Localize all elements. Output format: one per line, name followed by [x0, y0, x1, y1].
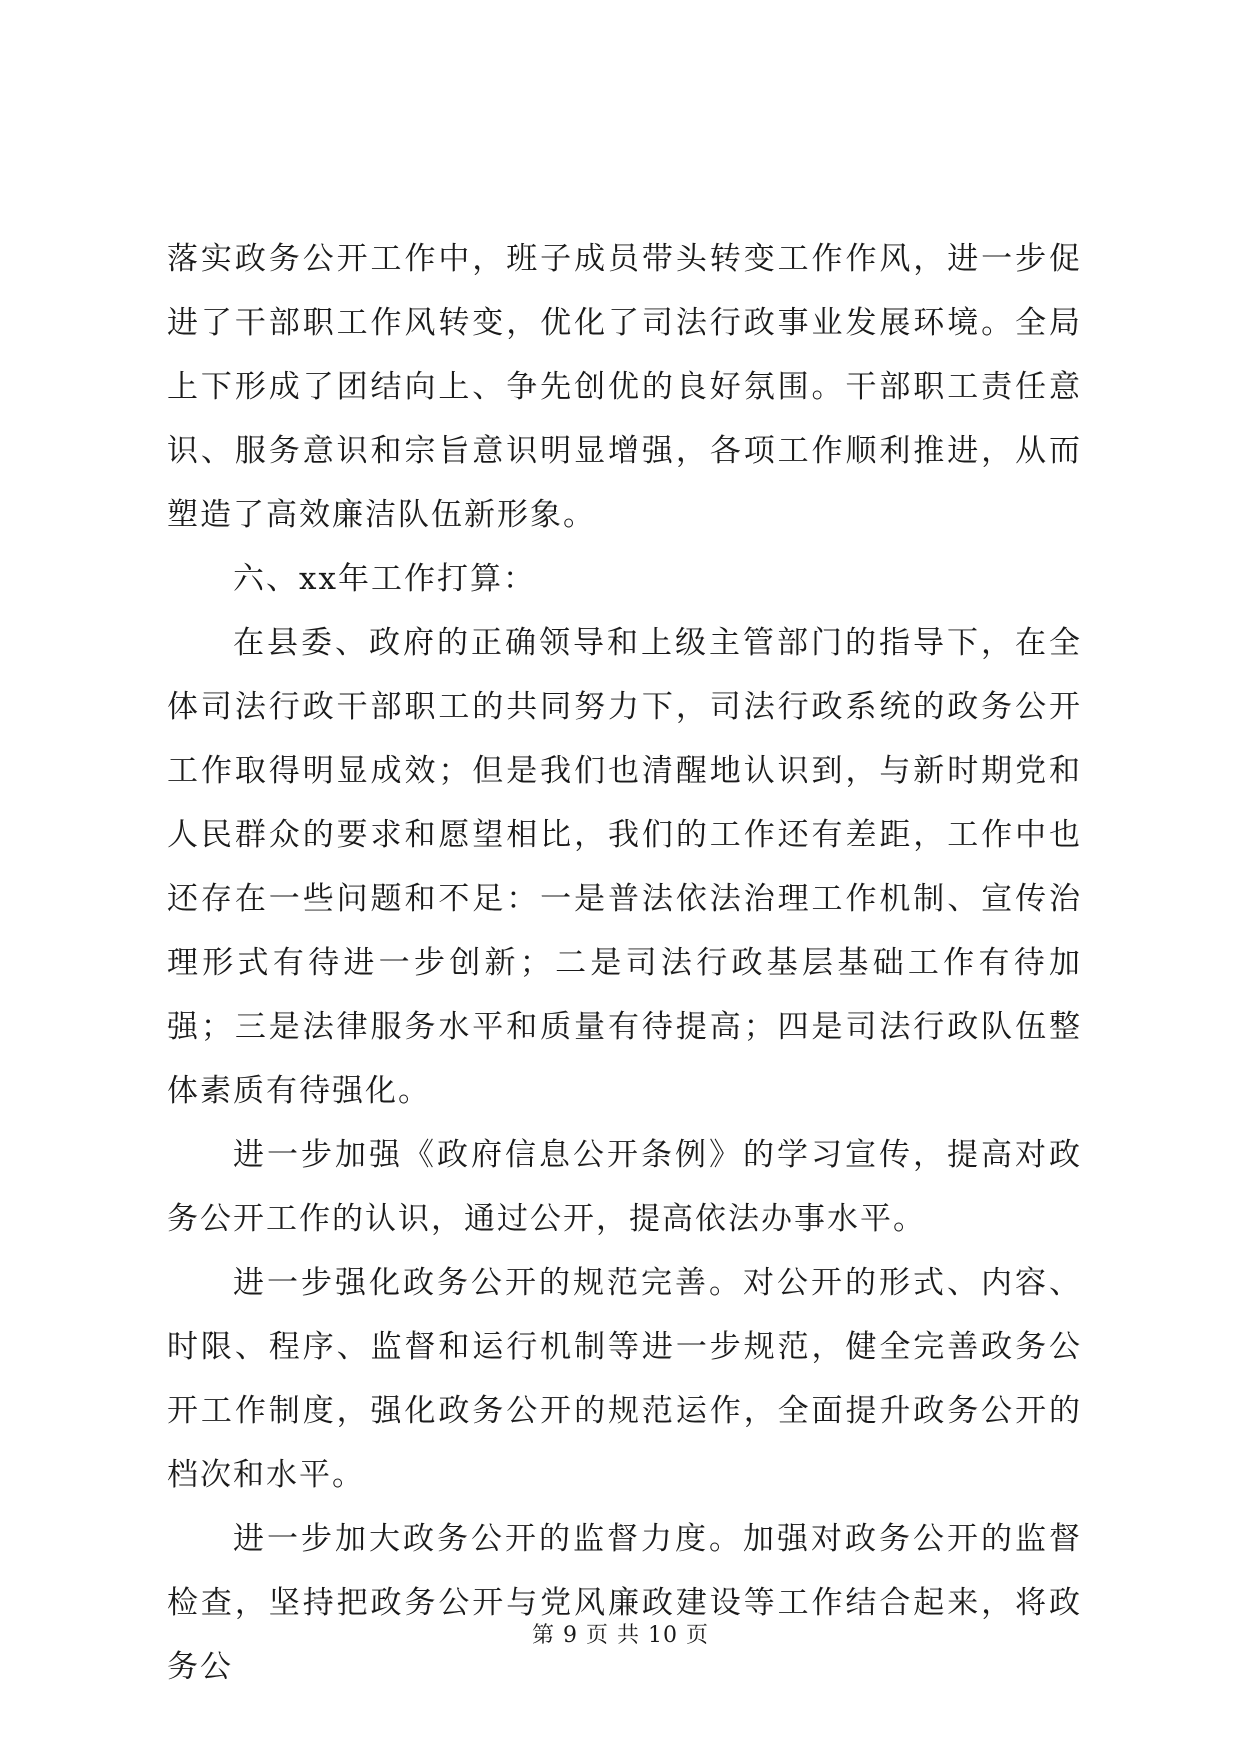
document-body [167, 227, 1082, 1699]
paragraph-3: 在县委、政府的正确领导和上级主管部门的指导下，在全体司法行政干部职工的共同努力下，司法行政系统的政务公开工作取得明显成效；但是我们也清醒地认识到，与新时期党和人民群众的要求和愿望相比，我们的工作还有差距，工作中也还存在一些问题和不足：一是普法依法治理工作机制、宣传治理形式有待进一步创新；二是司法行政基层基础工作有待加强；三是法律服务水平和质量有待提高；四是司法行政队伍整体素质有待强化。 [167, 625, 1082, 1109]
paragraph-6: 进一步加大政务公开的监督力度。加强对政务公开的监督检查，坚持把政务公开与党风廉政建设等工作结合起来，将政务公 [167, 1521, 1082, 1685]
page-number-footer: 第 9 页 共 10 页 [532, 1623, 709, 1648]
section-heading: 六、xx年工作打算： [233, 561, 536, 597]
paragraph-4: 进一步加强《政府信息公开条例》的学习宣传，提高对政务公开工作的认识，通过公开，提高依法办事水平。 [167, 1137, 1082, 1237]
paragraph-5: 进一步强化政务公开的规范完善。对公开的形式、内容、时限、程序、监督和运行机制等进一步规范，健全完善政务公开工作制度，强化政务公开的规范运作，全面提升政务公开的档次和水平。 [167, 1265, 1082, 1493]
paragraph-1: 落实政务公开工作中，班子成员带头转变工作作风，进一步促进了干部职工作风转变，优化了司法行政事业发展环境。全局上下形成了团结向上、争先创优的良好氛围。干部职工责任意识、服务意识和宗旨意识明显增强，各项工作顺利推进，从而塑造了高效廉洁队伍新形象。 [167, 241, 1082, 533]
